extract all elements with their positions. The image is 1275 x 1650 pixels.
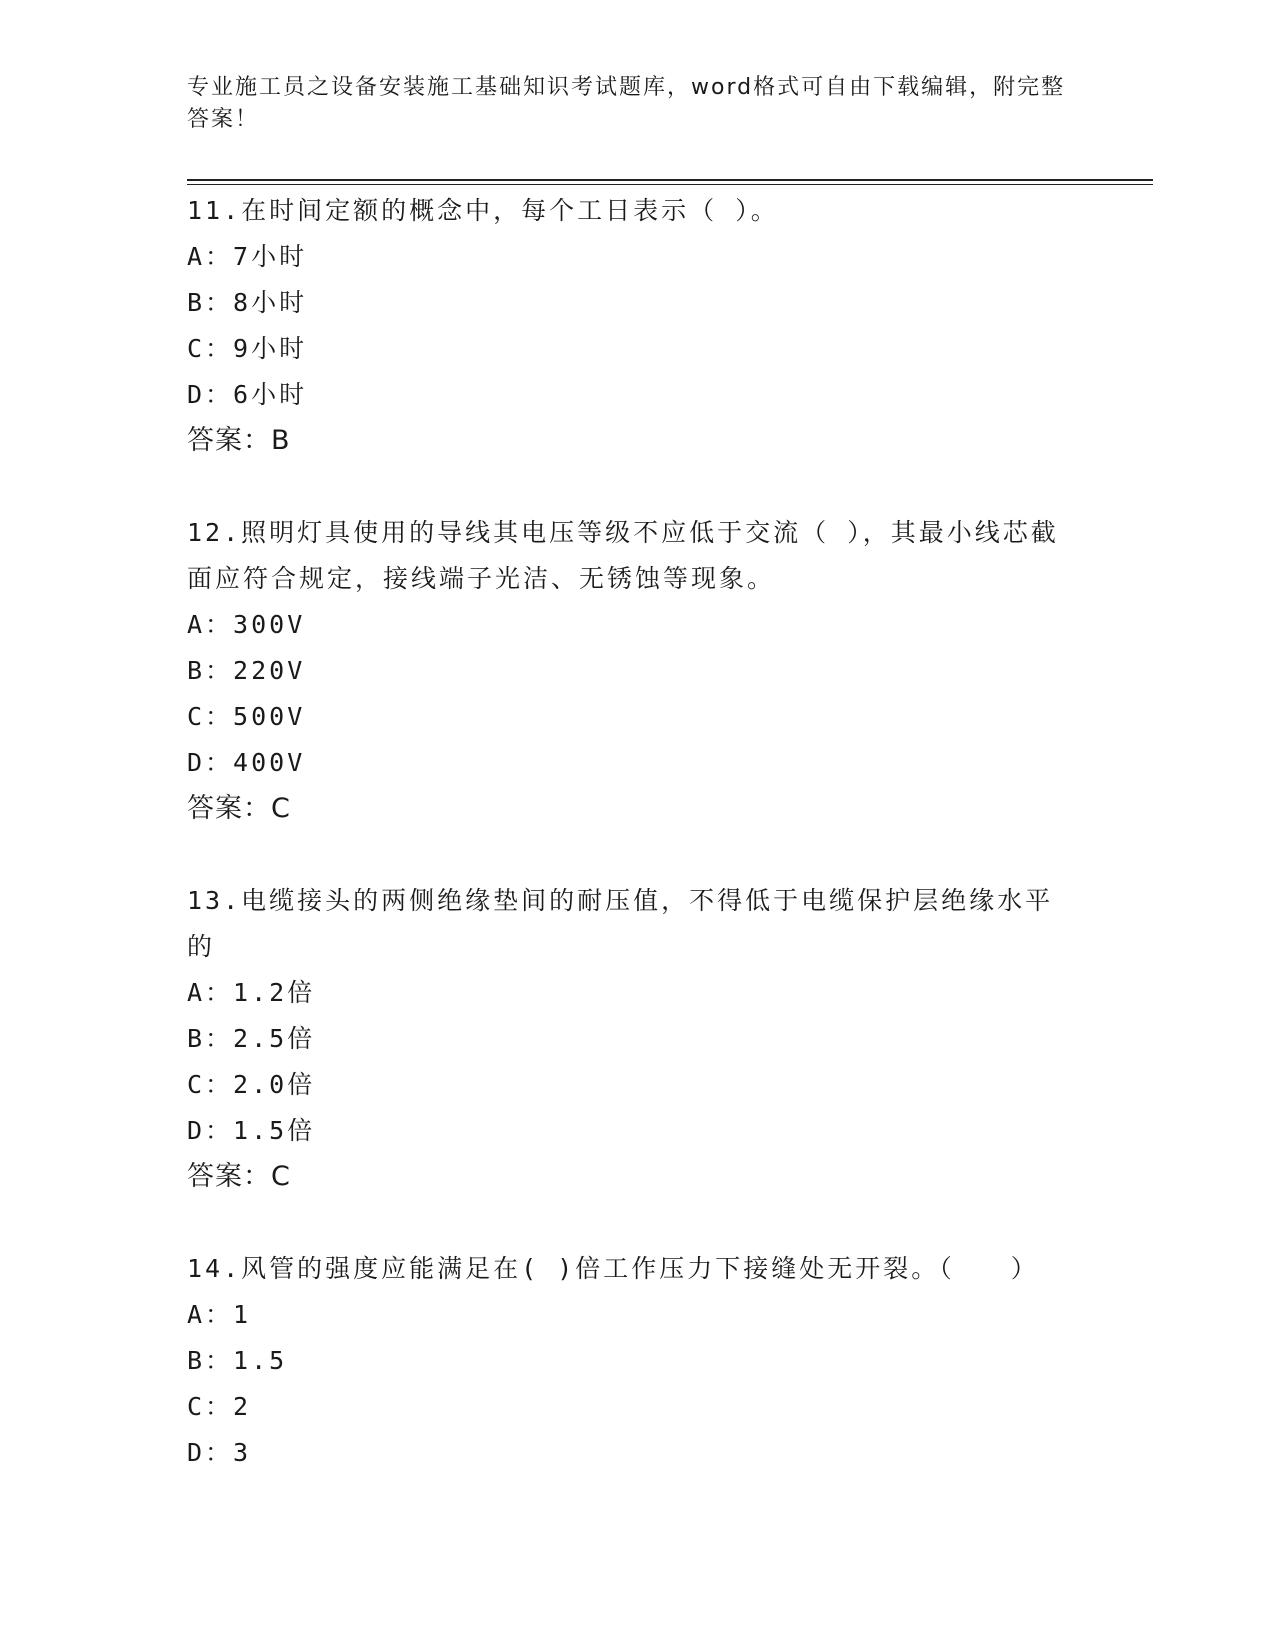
answer: 答案：B [187,425,291,456]
option-b: B：1.5 [187,1346,288,1375]
option-d: D：1.5倍 [187,1116,316,1145]
spacer [187,464,1087,510]
question-11 [187,188,1087,510]
spacer [187,1200,1087,1246]
document-header: 专业施工员之设备安装施工基础知识考试题库，word格式可自由下载编辑，附完整答案！ [187,75,1066,132]
option-d: D：400V [187,748,306,777]
option-a: A：300V [187,610,306,639]
question-12 [187,510,1087,878]
header-rule-thick [187,179,1153,181]
option-b: B：2.5倍 [187,1024,316,1053]
question-stem: 13.电缆接头的两侧绝缘垫间的耐压值，不得低于电缆保护层绝缘水平的 [187,886,1054,961]
option-c: C：2.0倍 [187,1070,316,1099]
option-b: B：220V [187,656,306,685]
option-c: C：500V [187,702,306,731]
question-stem: 12.照明灯具使用的导线其电压等级不应低于交流（ ），其最小线芯截面应符合规定，接线端子光洁、无锈蚀等现象。 [187,518,1059,593]
question-14 [187,1246,1087,1476]
option-a: A：1 [187,1300,252,1329]
question-list [187,188,1087,1476]
answer: 答案：C [187,1161,291,1192]
question-stem: 11.在时间定额的概念中，每个工日表示（ ）。 [187,196,779,225]
answer: 答案：C [187,793,291,824]
question-stem: 14.风管的强度应能满足在( )倍工作压力下接缝处无开裂。（ ） [187,1254,1039,1283]
option-a: A：1.2倍 [187,978,316,1007]
option-c: C：2 [187,1392,252,1421]
option-b: B：8小时 [187,288,308,317]
option-c: C：9小时 [187,334,308,363]
option-d: D：3 [187,1438,252,1467]
header-rule-thin [187,184,1153,185]
spacer [187,832,1087,878]
option-a: A：7小时 [187,242,308,271]
option-d: D：6小时 [187,380,308,409]
question-13 [187,878,1087,1246]
